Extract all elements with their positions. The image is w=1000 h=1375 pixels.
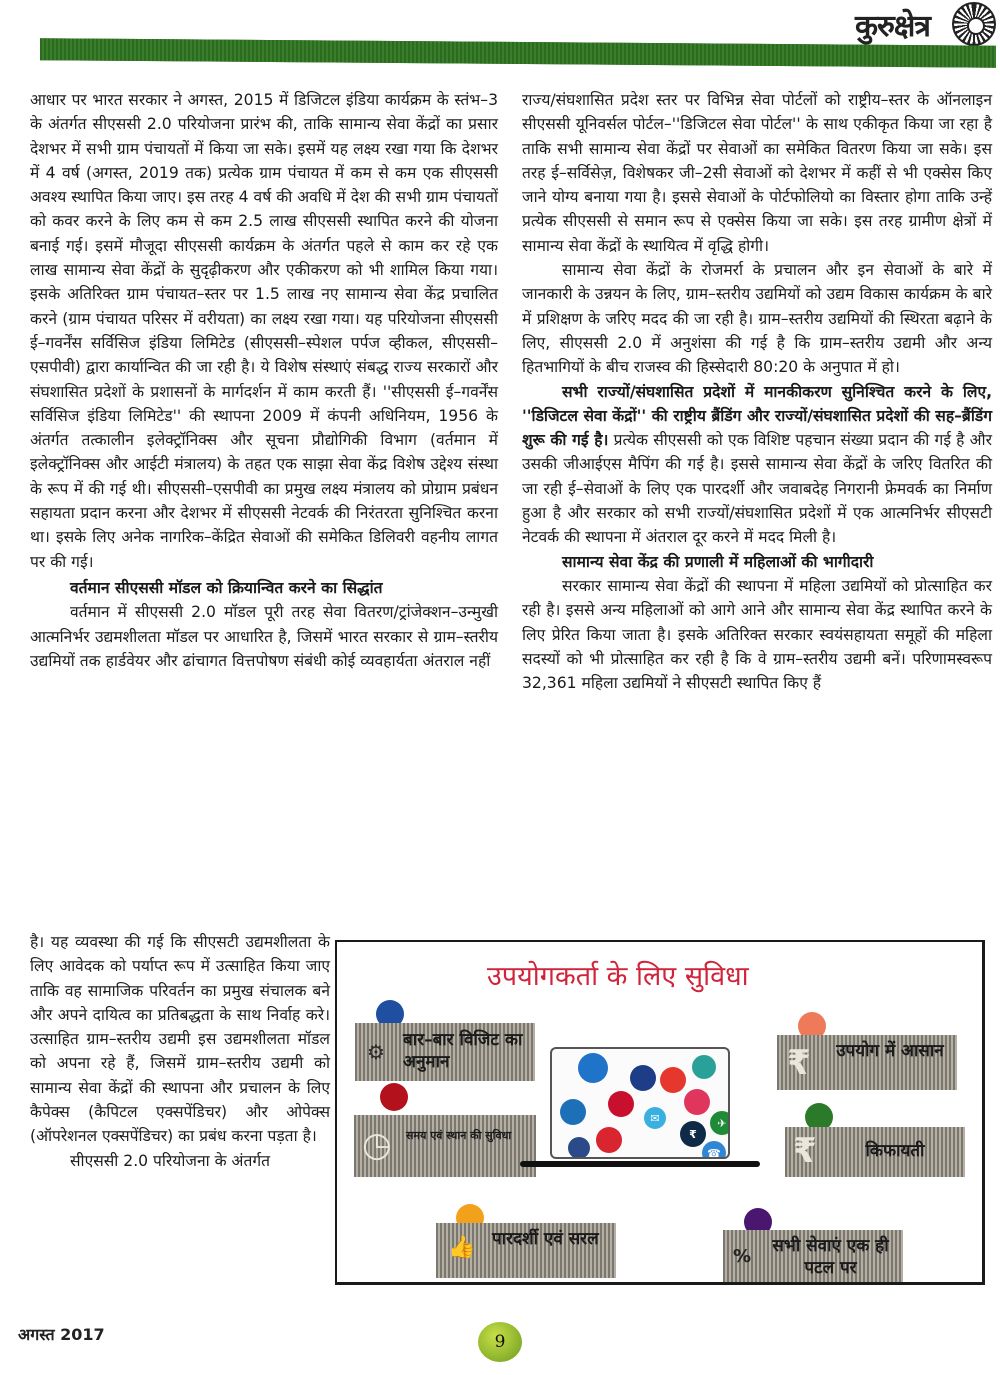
gear-icon: ⚙ <box>367 1040 385 1064</box>
feature-label: बार–बार विजिट का अनुमान <box>403 1030 523 1072</box>
phone-icon: ☎ <box>702 1141 726 1159</box>
service-icon <box>660 1067 686 1093</box>
page-number: 9 <box>478 1322 522 1362</box>
rupee-icon: ₹ <box>787 1043 811 1083</box>
left-paragraph-3: है। यह व्यवस्था की गई कि सीएसटी उद्यमशीलता के लिए आवेदक को पर्याप्त रूप में उत्साहित किया जाए ताकि वह सामाजिक परिवर्तन का प्रमुख संचालक बने और अपने दायित्व का प्रतिबद्धता के साथ निर्वाह करे। उत्साहित ग्राम–स्तरीय उद्यमी इस उद्यमशीलता मॉडल को अपना रहे हैं, जिसमें ग्राम–स्तरीय उद्यमी को सामान्य सेवा केंद्रों की स्थापना और प्रचालन के लिए कैपेक्स (कैपिटल एक्सपेंडिचर) और ओपेक्स (ऑपरेशनल एक्सपेंडिचर) का प्रबंध करना पड़ता है। <box>30 933 330 1146</box>
thumbs-up-icon: 👍 <box>448 1235 476 1260</box>
laptop-base <box>520 1161 760 1167</box>
right-paragraph-2: सामान्य सेवा केंद्रों के रोजमर्रा के प्रचालन और इन सेवाओं के बारे में जानकारी के उन्नयन के लिए, ग्राम–स्तरीय उद्यमियों को उद्यम विकास कार्यक्रम के बारे में प्रशिक्षण के जरिए मदद की जा रही है। ग्राम–स्तरीय उद्यमियों की स्थिरता बढ़ाने के लिए, सीएससी 2.0 में अनुशंसा की गई है कि ग्राम–स्तरीय उद्यमी और अन्य हितभागियों के बीच राजस्व की हिस्सेदारी 80:20 के अनुपात में हो। <box>522 261 992 377</box>
service-icon <box>684 1089 710 1115</box>
feature-tile-single-window <box>723 1230 903 1282</box>
left-paragraph-4: सीएससी 2.0 परियोजना के अंतर्गत <box>70 1151 271 1170</box>
percent-icon: % <box>733 1246 752 1267</box>
feature-tile-repeat-visit <box>355 1023 535 1081</box>
issue-date: अगस्त 2017 <box>18 1325 105 1344</box>
right-paragraph-4: सरकार सामान्य सेवा केंद्रों की स्थापना में महिला उद्यमियों को प्रोत्साहित कर रही है। इससे अन्य महिलाओं को आगे आने और सामान्य सेवा केंद्र स्थापित करने के लिए प्रेरित किया जाता है। इसके अतिरिक्त सरकार स्वयंसहायता समूहों की महिला सदस्यों को भी प्रोत्साहित कर रही है कि वे ग्राम–स्तरीय उद्यमी बनें। परिणामस्वरूप 32,361 महिला उद्यमियों ने सीएसटी स्थापित किए हैं <box>522 576 992 693</box>
wheel-emblem-icon <box>952 2 996 46</box>
right-paragraph-3 <box>522 380 992 550</box>
section-heading-model: वर्तमान सीएससी मॉडल को क्रियान्वित करने का सिद्धांत <box>70 578 383 597</box>
feature-label: पारदर्शी एवं सरल <box>492 1229 599 1249</box>
right-paragraph-1: राज्य/संघशासित प्रदेश स्तर पर विभिन्न सेवा पोर्टलों को राष्ट्रीय–स्तर के ऑनलाइन सीएससी यूनिवर्सल पोर्टल–''डिजिटल सेवा पोर्टल'' के साथ एकीकृत किया जा रहा है ताकि सभी सामान्य सेवा केंद्रों पर सेवाओं का समेकित वितरण किया जा सके। इस तरह ई–सर्विसेज़, विशेषकर जी–2सी सेवाओं को देशभर में कहीं से भी एक्सेस किए जाने योग्य बनाया गया है। इससे सेवाओं के पोर्टफोलियो का विस्तार होगा ताकि उन्हें प्रत्येक सीएससी से समान रूप से एक्सेस किया जा सके। इस तरह ग्रामीण क्षेत्रों में सामान्य सेवा केंद्रों के स्थायित्व में वृद्धि होगी। <box>522 91 992 255</box>
clock-icon: ◷ <box>362 1125 392 1165</box>
left-paragraph-1: आधार पर भारत सरकार ने अगस्त, 2015 में डिजिटल इंडिया कार्यक्रम के स्तंभ–3 के अंतर्गत सीएससी 2.0 परियोजना प्रारंभ की, ताकि सामान्य सेवा केंद्रों का प्रसार देशभर में सभी ग्राम पंचायतों में किया जा सके। इसमें यह लक्ष्य रखा गया कि देशभर में 4 वर्ष (अगस्त, 2019 तक) प्रत्येक ग्राम पंचायत में कम से कम एक सीएससी अवश्य स्थापित किया जाए। इस तरह 4 वर्ष की अवधि में देश की सभी ग्राम पंचायतों को कवर करने के लिए कम से कम 2.5 लाख सीएससी स्थापित करने की योजना बनाई गई। इसमें मौजूदा सीएससी कार्यक्रम के अंतर्गत पहले से काम कर रहे एक लाख सामान्य सेवा केंद्रों के सुदृढ़ीकरण और एकीकरण को भी शामिल किया गया। इसके अतिरिक्त ग्राम पंचायत–स्तर पर 1.5 लाख नए सामान्य सेवा केंद्र प्रचालित करने (ग्राम पंचायत परिसर में वरीयता) का लक्ष्य रखा गया। यह परियोजना सीएससी ई–गवर्नेंस सर्विसिज इंडिया लिमिटेड (सीएससी–स्पेशल पर्पज व्हीकल, सीएससी–एसपीवी) द्वारा कार्यान्वित की जा रही है। ये विशेष संस्थाएं संबद्ध राज्य सरकारों और संघशासित प्रदेशों के प्रशासनों के मार्गदर्शन में काम करती हैं। ''सीएससी ई–गवर्नेंस सर्विसिज इंडिया लिमिटेड'' की स्थापना 2009 में कंपनी अधिनियम, 1956 के अंतर्गत तत्कालीन इलेक्ट्रॉनिक्स और सूचना प्रौद्योगिकी विभाग (वर्तमान में इलेक्ट्रॉनिक्स और आईटी मंत्रालय) के तहत एक साझा सेवा केंद्र विशेष उद्देश्य संस्था के रूप में की गई थी। सीएससी–एसपीवी का प्रमुख लक्ष्य मंत्रालय को प्रोग्राम प्रबंधन सहायता प्रदान करना और देशभर में सीएससी नेटवर्क की निरंतरता सुनिश्चित करना था। इसके लिए अनेक नागरिक–केंद्रित सेवाओं की समेकित डिलिवरी वहनीय लागत पर की गई। <box>30 91 498 571</box>
service-icon <box>608 1091 634 1117</box>
laptop-illustration <box>550 1047 730 1159</box>
feature-label: सभी सेवाएं एक ही पटल पर <box>772 1236 889 1278</box>
service-icon <box>596 1127 622 1153</box>
header-green-bar <box>40 38 996 68</box>
feature-label: किफायती <box>865 1141 925 1161</box>
rupee-icon: ₹ <box>793 1131 817 1171</box>
service-icon <box>630 1065 656 1091</box>
mail-icon: ✉ <box>644 1107 666 1129</box>
feature-tile-affordable <box>785 1127 965 1177</box>
right-column <box>522 88 992 695</box>
feature-label: समय एवं स्थान की सुविधा <box>406 1129 512 1142</box>
section-heading-women: सामान्य सेवा केंद्र की प्रणाली में महिलाओं की भागीदारी <box>562 552 874 571</box>
feature-tile-easy-use <box>777 1035 957 1090</box>
left-paragraph-2: वर्तमान में सीएससी 2.0 मॉडल पूरी तरह सेवा वितरण/ट्रांजेक्शन–उन्मुखी आत्मनिर्भर उद्यमशीलता मॉडल पर आधारित है, जिसमें भारत सरकार से ग्राम–स्तरीय उद्यमियों तक हार्डवेयर और ढांचागत वित्तपोषण संबंधी कोई व्यवहार्यता अंतराल नहीं <box>30 603 498 670</box>
feature-tile-transparent <box>436 1223 616 1278</box>
service-icon <box>578 1053 608 1083</box>
badge-2 <box>380 1083 408 1111</box>
service-icon <box>568 1137 590 1159</box>
feature-tile-time-place <box>354 1115 536 1177</box>
branding-bold-text: सभी राज्यों/संघशासित प्रदेशों में मानकीकरण सुनिश्चित करने के लिए, ''डिजिटल सेवा केंद्रों'' की राष्ट्रीय ब्रैंडिंग और राज्यों/संघशासित प्रदेशों की सह–ब्रैंडिंग शुरू की गई है। <box>522 382 992 450</box>
left-column <box>30 88 498 673</box>
right-paragraph-3-rest: प्रत्येक सीएससी को एक विशिष्ट पहचान संख्या प्रदान की गई है और उसकी जीआईएस मैपिंग की गई है। इससे सामान्य सेवा केंद्रों के जरिए वितरित की जा रही ई–सेवाओं के लिए एक पारदर्शी और जवाबदेह निगरानी फ्रेमवर्क का निर्माण हुआ है और सरकार को सभी राज्यों/संघशासित प्रदेशों में एक आत्मनिर्भर सीएसटी नेटवर्क की स्थापना में अंतराल दूर करने में मदद मिली है। <box>522 431 992 547</box>
left-narrow-column <box>30 930 330 1173</box>
service-icon <box>692 1055 716 1079</box>
rupee-icon: ₹ <box>680 1121 706 1147</box>
feature-label: उपयोग में आसान <box>836 1041 944 1061</box>
magazine-title: कुरुक्षेत्र <box>854 9 930 44</box>
service-icon <box>560 1099 586 1125</box>
infographic-title: उपयोगकर्ता के लिए सुविधा <box>487 961 749 992</box>
airplane-icon: ✈ <box>710 1111 730 1135</box>
